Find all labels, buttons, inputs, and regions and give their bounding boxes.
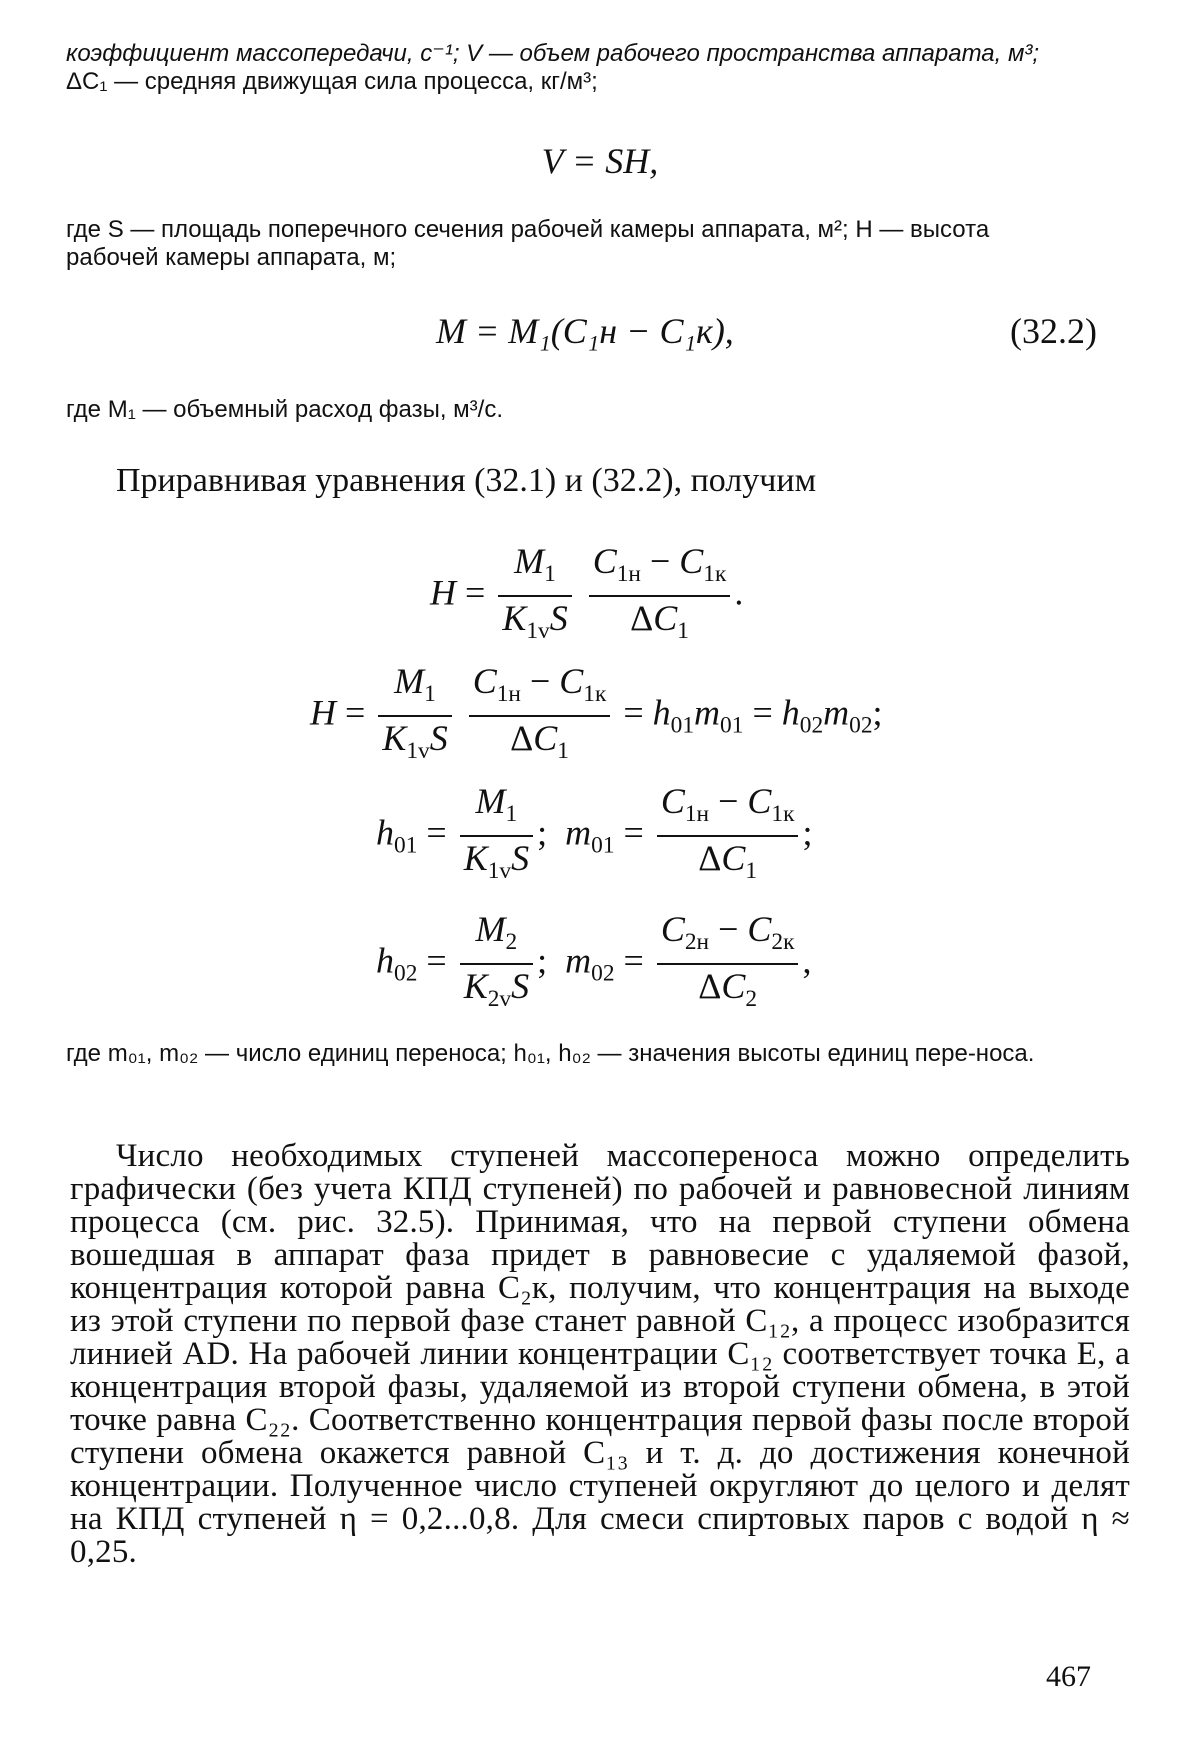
fraction-m01: $\frac{C_{1н} - C_{1к}}{\Delta C_1}$ (657, 780, 799, 892)
equation-h01-m01: $h_{01}$ = $\frac{M_1}{K_{1v}S}$ ; $m_{01}$ = $\frac{C_{1н} - C_{1к}}{\Delta C_1}$ ; (376, 780, 812, 892)
where-s-line-1: где S — площадь поперечного сечения рабочей камеры аппарата, м²; H — высота (66, 216, 990, 243)
main-paragraph: Число необходимых ступеней массопереноса можно определить графически (без учета КПД ступеней) по рабочей и равновесной линиям процесса (см. рис. 32.5). Принимая, что на первой ступени обмена вошедшая в аппарат фаза придет в равновесие с удаляемой фазой, концентрация которой равна C₂к, получим, что концентрация на выходе из этой ступени по первой фазе станет равной C₁₂, а процесс изобразится линией AD. На рабочей линии концентрации C₁₂ соответствует точка E, а концентрация второй фазы, удаляемой из второй ступени обмена, в этой точке равна C₂₂. Соответственно концентрация первой фазы после второй ступени обмена окажется равной C₁₃ и т. д. до достижения конечной концентрации. Полученное число ступеней округляют до целого и делят на КПД ступеней η = 0,2...0,8. Для смеси спиртовых паров с водой η ≈ 0,25. (70, 1138, 1130, 1570)
equation-h-1: H = $\frac{M_1}{K_{1v}S}$ $\frac{C_{1н} - C_{1к}}{\Delta C_1}$ . (430, 540, 743, 652)
fraction-m02: $\frac{C_{2н} - C_{2к}}{\Delta C_2}$ (657, 908, 799, 1020)
intro-text (66, 40, 1126, 96)
equation-number-text: (32.2) (1010, 311, 1097, 351)
fraction-c-delta-2: $\frac{C_{1н} - C_{1к}}{\Delta C_1}$ (469, 660, 611, 772)
where-s-line-2: рабочей камеры аппарата, м; (66, 244, 397, 271)
equation-h-2: H = $\frac{M_1}{K_{1v}S}$ $\frac{C_{1н} - C_{1к}}{\Delta C_1}$ = $h_{01}m_{01} = h_{02}m_{02}$; (310, 660, 883, 772)
fraction-h02: $\frac{M_2}{K_{2v}S}$ (460, 908, 533, 1020)
equation-m (436, 310, 734, 352)
fraction-m1-k1vs: $\frac{M_1}{K_{1v}S}$ (498, 540, 571, 652)
intro-line-1: коэффициент массопередачи, с⁻¹; V — объем рабочего пространства аппарата, м³; (66, 40, 1040, 67)
equation-volume (0, 140, 1200, 182)
equating-paragraph: Приравнивая уравнения (32.1) и (32.2), получим (116, 462, 817, 499)
where-m01-text: где m₀₁, m₀₂ — число единиц переноса; h₀₁, h₀₂ — значения высоты единиц пере-носа. (66, 1040, 1035, 1067)
intro-line-2: ΔC₁ — средняя движущая сила процесса, кг/м³; (66, 68, 598, 95)
equation-number (1010, 310, 1097, 352)
where-m1-text: где M₁ — объемный расход фазы, м³/с. (66, 396, 504, 423)
fraction-h01: $\frac{M_1}{K_{1v}S}$ (460, 780, 533, 892)
fraction-c-delta: $\frac{C_{1н} - C_{1к}}{\Delta C_1}$ (589, 540, 731, 652)
fraction-m1-k1vs-2: $\frac{M_1}{K_{1v}S}$ (378, 660, 451, 772)
equation-volume-text: V = SH, (541, 141, 659, 181)
equation-m-text: M = M₁(C₁н − C₁к), (436, 311, 734, 351)
equation-h02-m02: $h_{02}$ = $\frac{M_2}{K_{2v}S}$ ; $m_{02}$ = $\frac{C_{2н} - C_{2к}}{\Delta C_2}$ , (376, 908, 811, 1020)
where-s-text (66, 216, 1126, 272)
page-number: 467 (1046, 1660, 1091, 1693)
